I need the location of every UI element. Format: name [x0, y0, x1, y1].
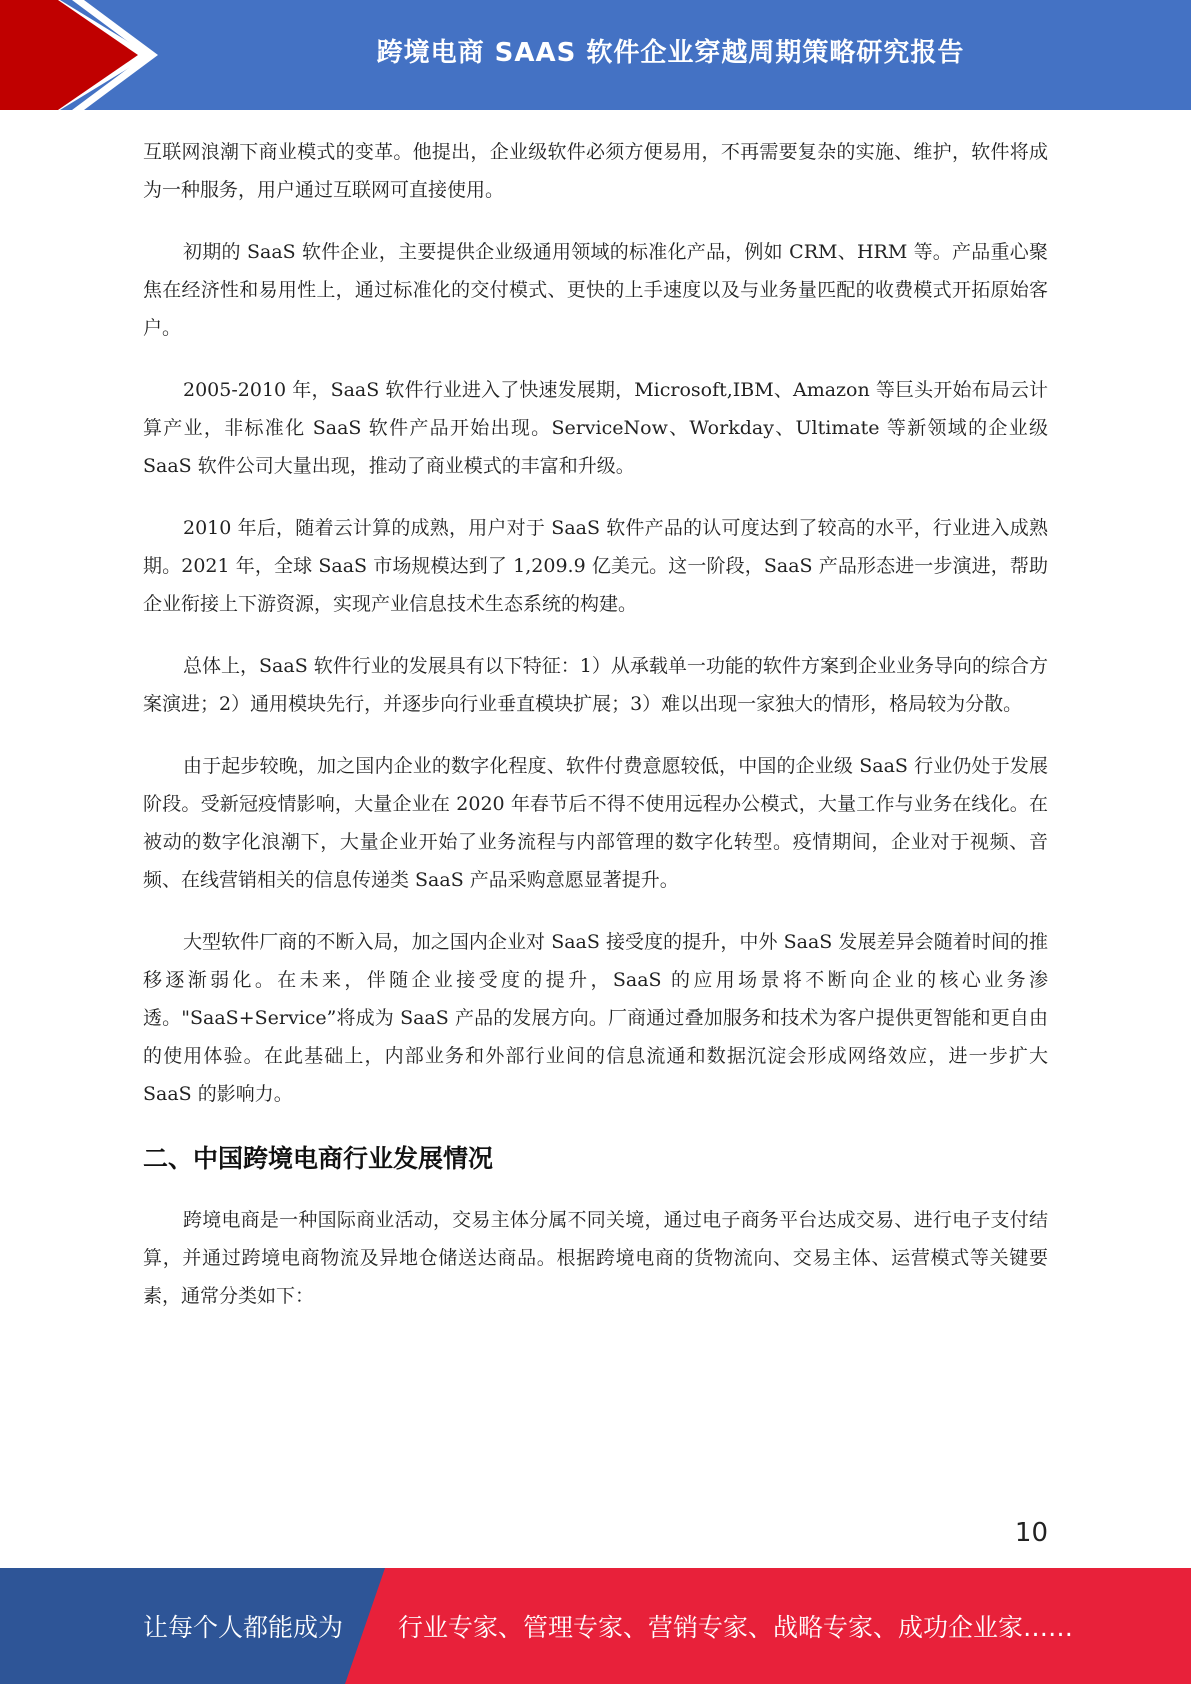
paragraph: 2010 年后，随着云计算的成熟，用户对于 SaaS 软件产品的认可度达到了较高的水平，行业进入成熟期。2021 年，全球 SaaS 市场规模达到了 1,209.9 亿美元。这一阶段，SaaS 产品形态进一步演进，帮助企业衔接上下游资源，实现产业信息技术生态系统的构建。	[143, 517, 1048, 615]
footer-slogan-right: 行业专家、管理专家、营销专家、战略专家、成功企业家……	[398, 1613, 1074, 1642]
paragraph: 2005-2010 年，SaaS 软件行业进入了快速发展期，Microsoft,IBM、Amazon 等巨头开始布局云计算产业，非标准化 SaaS 软件产品开始出现。ServiceNow、Workday、Ultimate 等新领域的企业级 SaaS 软件公司大量出现，推动了商业模式的丰富和升级。	[143, 379, 1048, 477]
paragraph: 大型软件厂商的不断入局，加之国内企业对 SaaS 接受度的提升，中外 SaaS 发展差异会随着时间的推移逐渐弱化。在未来，伴随企业接受度的提升，SaaS 的应用场景将不断向企业的核心业务渗透。"SaaS+Service”将成为 SaaS 产品的发展方向。厂商通过叠加服务和技术为客户提供更智能和更自由的使用体验。在此基础上，内部业务和外部行业间的信息流通和数据沉淀会形成网络效应，进一步扩大 SaaS 的影响力。	[143, 931, 1048, 1105]
report-title: 跨境电商 SAAS 软件企业穿越周期策略研究报告	[376, 37, 965, 68]
paragraph: 初期的 SaaS 软件企业，主要提供企业级通用领域的标准化产品，例如 CRM、HRM 等。产品重心聚焦在经济性和易用性上，通过标准化的交付模式、更快的上手速度以及与业务量匹配的收费模式开拓原始客户。	[143, 241, 1048, 339]
page-number: 10	[1014, 1518, 1048, 1548]
header-chevron-decoration	[0, 0, 170, 110]
footer-slogan-left: 让每个人都能成为	[143, 1613, 344, 1642]
page-header	[0, 0, 1191, 110]
document-body	[143, 133, 1048, 1339]
paragraph: 由于起步较晚，加之国内企业的数字化程度、软件付费意愿较低，中国的企业级 SaaS 行业仍处于发展阶段。受新冠疫情影响，大量企业在 2020 年春节后不得不使用远程办公模式，大量工作与业务在线化。在被动的数字化浪潮下，大量企业开始了业务流程与内部管理的数字化转型。疫情期间，企业对于视频、音频、在线营销相关的信息传递类 SaaS 产品采购意愿显著提升。	[143, 755, 1048, 891]
page-footer	[0, 1568, 1191, 1684]
paragraph: 总体上，SaaS 软件行业的发展具有以下特征：1）从承载单一功能的软件方案到企业业务导向的综合方案演进；2）通用模块先行，并逐步向行业垂直模块扩展；3）难以出现一家独大的情形，格局较为分散。	[143, 655, 1048, 715]
paragraph: 跨境电商是一种国际商业活动，交易主体分属不同关境，通过电子商务平台达成交易、进行电子支付结算，并通过跨境电商物流及异地仓储送达商品。根据跨境电商的货物流向、交易主体、运营模式等关键要素，通常分类如下：	[143, 1209, 1048, 1307]
paragraph: 互联网浪潮下商业模式的变革。他提出，企业级软件必须方便易用，不再需要复杂的实施、维护，软件将成为一种服务，用户通过互联网可直接使用。	[143, 141, 1048, 201]
section-heading: 二、中国跨境电商行业发展情况	[143, 1144, 494, 1173]
